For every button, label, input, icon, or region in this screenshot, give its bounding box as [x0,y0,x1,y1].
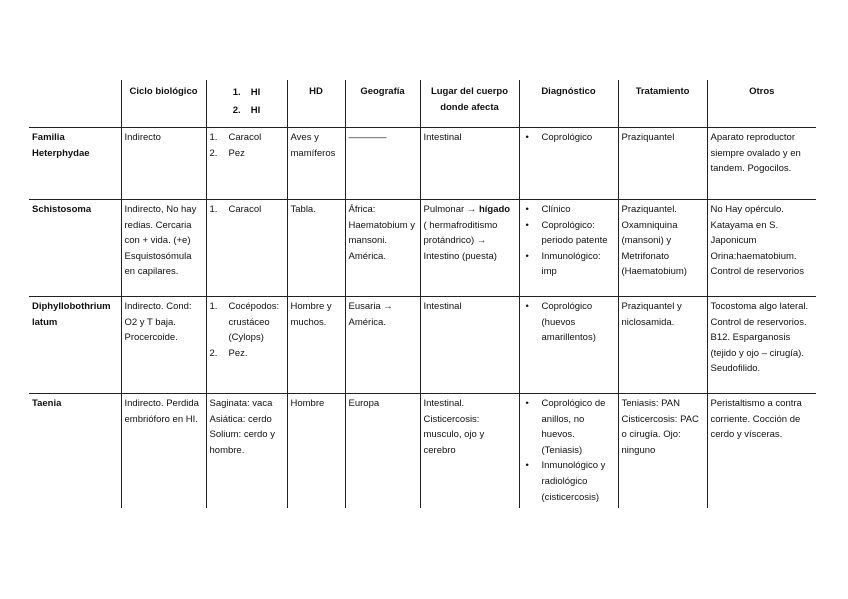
header-lugar: Lugar del cuerpo donde afecta [420,80,519,128]
cell-ciclo: Indirecto, No hay redias. Cercaria con + vida. (+e) Esquistosómula en capilares. [121,200,206,297]
table-row [29,394,816,509]
cell-tratamiento: Praziquantel. Oxamniquina (mansoni) y Metrifonato (Haematobium) [618,200,707,297]
header-ciclo: Ciclo biológico [121,80,206,128]
row-name: Taenia [32,398,62,409]
cell-hi: 1. Cocépodos: crustáceo (Cylops) 2. Pez. [206,297,287,394]
header-hd: HD [287,80,345,128]
cell-diagnostico: • Coprológico (huevos amarillentos) [519,297,618,394]
cell-geografia: ———— [345,128,420,200]
table-row [29,128,816,200]
cell-hd: Aves y mamíferos [287,128,345,200]
header-hi: 1. HI 2. HI [206,80,287,128]
cell-ciclo: Indirecto. Cond: O2 y T baja. Procercoide. [121,297,206,394]
header-diagnostico: Diagnóstico [519,80,618,128]
header-tratamiento: Tratamiento [618,80,707,128]
cell-geografia: Eusaria → América. [345,297,420,394]
cell-ciclo: Indirecto. Perdida embrióforo en HI. [121,394,206,509]
cell-diagnostico: • Clínico • Coprológico: periodo patente • Inmunológico: imp [519,200,618,297]
cell-hd: Tabla. [287,200,345,297]
header-row [29,80,816,128]
header-otros: Otros [707,80,816,128]
cell-geografia: África: Haematobium y mansoni. América. [345,200,420,297]
cell-tratamiento: Praziquantel y niclosamida. [618,297,707,394]
table-row [29,297,816,394]
cell-otros: Aparato reproductor siempre ovalado y en tandem. Pogocilos. [707,128,816,200]
cell-hd: Hombre [287,394,345,509]
cell-lugar: Intestinal [420,297,519,394]
cell-hi: 1. Caracol [206,200,287,297]
header-geografia: Geografía [345,80,420,128]
row-name: Diphyllobothrium latum [32,301,111,328]
cell-diagnostico: • Coprológico de anillos, no huevos. (Teniasis) • Inmunológico y radiológico (cisticercosis) [519,394,618,509]
cell-otros: No Hay opérculo. Katayama en S. Japonicum Orina:haematobium. Control de reservorios [707,200,816,297]
table-row [29,200,816,297]
cell-lugar: Intestinal. Cisticercosis: musculo, ojo y cerebro [420,394,519,509]
cell-otros: Tocostoma algo lateral. Control de reservorios. B12. Esparganosis (tejido y ojo – cirugía). Seudofilido. [707,297,816,394]
cell-ciclo: Indirecto [121,128,206,200]
row-name: Familia Heterphydae [32,132,90,159]
header-empty [29,80,121,128]
cell-otros: Peristaltismo a contra corriente. Cocción de cerdo y vísceras. [707,394,816,509]
cell-lugar: Pulmonar → hígado ( hermafroditismo protándrico) → Intestino (puesta) [420,200,519,297]
row-name: Schistosoma [32,204,92,215]
cell-tratamiento: Praziquantel [618,128,707,200]
cell-diagnostico: • Coprológico [519,128,618,200]
cell-lugar: Intestinal [420,128,519,200]
cell-hi: Saginata: vaca Asiática: cerdo Solium: cerdo y hombre. [206,394,287,509]
cell-hi: 1. Caracol 2. Pez [206,128,287,200]
cell-hd: Hombre y muchos. [287,297,345,394]
cell-tratamiento: Teniasis: PAN Cisticercosis: PAC o cirugía. Ojo: ninguno [618,394,707,509]
parasites-table [29,80,816,508]
cell-geografia: Europa [345,394,420,509]
